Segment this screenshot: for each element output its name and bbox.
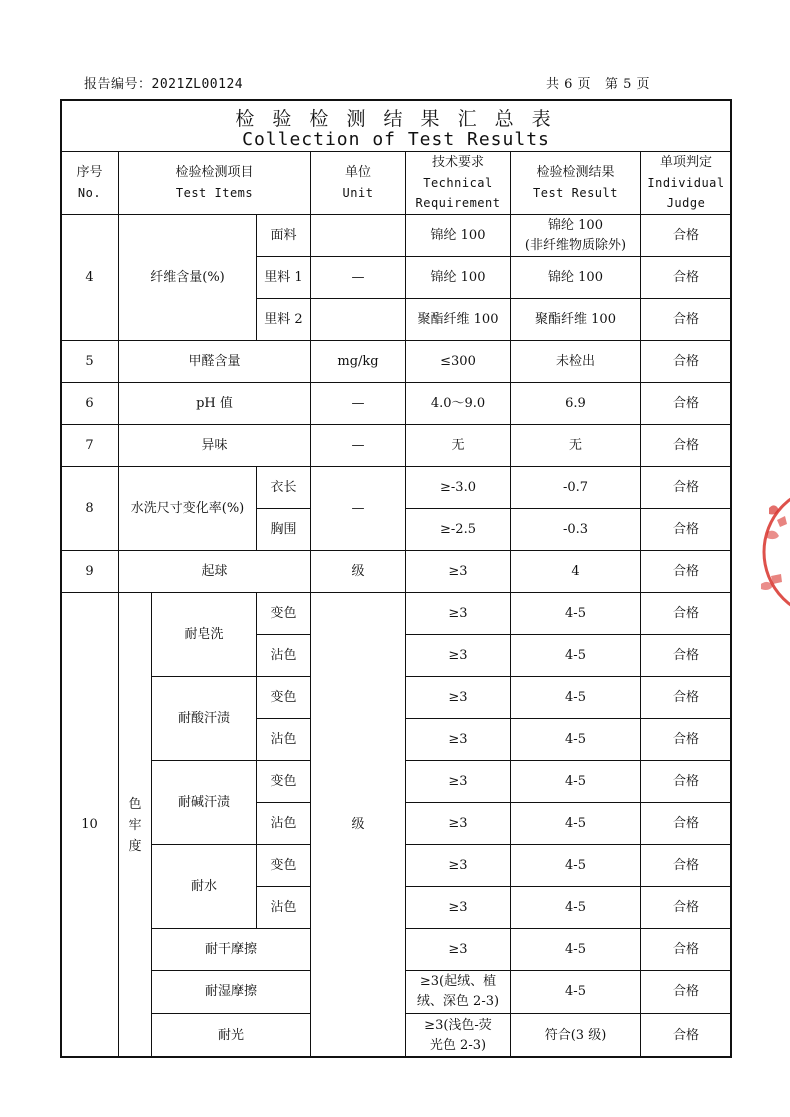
result: 4-5	[565, 941, 586, 957]
result: 4	[571, 563, 580, 579]
requirement: ≥-3.0	[440, 479, 476, 495]
sub-item: 沾色	[270, 731, 297, 747]
test-item: 耐湿摩擦	[204, 984, 257, 999]
test-item: 异味	[201, 437, 228, 453]
col-unit	[311, 152, 405, 214]
result: 未检出	[555, 353, 595, 369]
sub-item: 沾色	[270, 815, 297, 831]
requirement: 聚酯纤维 100	[417, 311, 499, 327]
sub-item: 变色	[270, 857, 297, 873]
result: 4-5	[565, 899, 586, 915]
requirement: ≥3(浅色-荧 光色 2-3)	[424, 1017, 492, 1053]
requirement: ≥3	[448, 941, 468, 957]
table-title-en: Collection of Test Results	[242, 129, 550, 150]
result: 4-5	[565, 815, 586, 831]
col-result	[511, 152, 640, 214]
unit: —	[351, 395, 365, 411]
row-number: 10	[81, 817, 98, 832]
result: 4-5	[565, 731, 586, 747]
judge: 合格	[672, 353, 699, 369]
result: 4-5	[565, 689, 586, 705]
result: 锦纶 100	[548, 269, 603, 285]
requirement: ≥3	[448, 773, 468, 789]
official-seal	[755, 480, 790, 630]
row-number: 6	[85, 395, 94, 411]
col-judge-en2: Judge	[666, 196, 706, 210]
judge: 合格	[672, 689, 699, 705]
total-pages: 共 6 页	[546, 77, 592, 92]
unit: —	[351, 500, 365, 516]
col-judge	[641, 152, 731, 214]
requirement: ≥3	[448, 815, 468, 831]
test-item: 耐碱汗渍	[177, 794, 230, 810]
table-title-cn: 检 验 检 测 结 果 汇 总 表	[235, 108, 557, 130]
requirement: ≥3	[448, 563, 468, 579]
sub-item: 变色	[270, 689, 297, 705]
seal-ring	[764, 486, 790, 618]
sub-item: 胸围	[270, 521, 297, 537]
judge: 合格	[672, 311, 699, 327]
test-item: 耐光	[217, 1027, 244, 1043]
judge: 合格	[672, 521, 699, 537]
requirement: 无	[451, 437, 465, 453]
colorfastness-group: 色 牢 度	[128, 796, 142, 854]
requirement: ≥3	[448, 689, 468, 705]
test-item: 耐酸汗渍	[177, 710, 230, 726]
requirement: 锦纶 100	[430, 227, 486, 243]
col-unit-en: Unit	[342, 186, 374, 200]
judge: 合格	[672, 269, 699, 285]
sub-item: 衣长	[270, 479, 297, 495]
page-indicator	[546, 73, 650, 92]
row-number: 7	[85, 437, 94, 453]
col-requirement-en2: Requirement	[415, 196, 501, 210]
judge: 合格	[672, 984, 699, 999]
sub-item: 沾色	[270, 647, 297, 663]
sub-item: 面料	[270, 227, 297, 243]
col-no-cn: 序号	[76, 165, 103, 180]
col-unit-cn: 单位	[344, 165, 371, 180]
requirement: ≥3(起绒、植 绒、深色 2-3)	[416, 974, 500, 1009]
unit: mg/kg	[337, 353, 379, 369]
row-number: 5	[85, 353, 94, 369]
seal-glyph	[771, 574, 782, 584]
current-page: 第 5 页	[604, 77, 650, 92]
row-number: 8	[85, 500, 94, 516]
col-requirement	[406, 152, 510, 214]
unit: 级	[351, 563, 365, 579]
requirement: ≥3	[448, 857, 468, 873]
requirement: ≥3	[448, 899, 468, 915]
col-no	[61, 152, 118, 214]
col-items-cn: 检验检测项目	[175, 165, 254, 180]
result: 4-5	[565, 857, 586, 873]
row-number: 4	[85, 269, 94, 285]
judge: 合格	[672, 773, 699, 789]
requirement: ≥3	[448, 647, 468, 663]
result: 4-5	[565, 605, 586, 621]
test-item: 耐水	[190, 878, 217, 894]
result: 符合(3 级)	[544, 1027, 607, 1043]
col-result-en: Test Result	[533, 186, 618, 200]
sub-item: 变色	[270, 773, 297, 789]
col-items-en: Test Items	[175, 186, 254, 200]
requirement: ≥3	[448, 731, 468, 747]
test-item: 耐干摩擦	[204, 941, 257, 957]
judge: 合格	[672, 605, 699, 621]
seal-glyph	[777, 516, 787, 527]
sub-item: 沾色	[270, 899, 297, 915]
result: 6.9	[565, 395, 586, 411]
test-item: 耐皂洗	[184, 626, 224, 642]
result: 锦纶 100 (非纤维物质除外)	[524, 217, 627, 253]
result: 无	[568, 437, 582, 453]
report-number	[84, 73, 243, 92]
requirement: 锦纶 100	[430, 269, 486, 285]
seal-glyph	[767, 531, 779, 539]
judge: 合格	[672, 227, 699, 243]
col-requirement-en1: Technical	[423, 176, 493, 190]
result: 4-5	[565, 647, 586, 663]
judge: 合格	[672, 815, 699, 831]
judge: 合格	[672, 395, 699, 411]
unit: —	[351, 437, 365, 453]
requirement: 4.0～9.0	[430, 395, 486, 411]
judge: 合格	[672, 941, 699, 957]
judge: 合格	[672, 437, 699, 453]
row-number: 9	[85, 563, 94, 579]
col-result-cn: 检验检测结果	[536, 165, 615, 180]
judge: 合格	[672, 731, 699, 747]
judge: 合格	[672, 563, 699, 579]
result: 4-5	[565, 984, 586, 999]
col-requirement-cn: 技术要求	[431, 155, 484, 170]
requirement: ≥3	[448, 605, 468, 621]
judge: 合格	[672, 1027, 699, 1043]
judge: 合格	[672, 857, 699, 873]
report-number-value: 2021ZL00124	[151, 77, 244, 92]
unit: 级	[351, 817, 365, 832]
col-no-en: No.	[77, 186, 102, 200]
unit: —	[351, 269, 365, 285]
col-judge-en1: Individual	[647, 176, 725, 190]
requirement: ≤300	[440, 353, 476, 369]
test-item: pH 值	[196, 395, 233, 411]
col-judge-cn: 单项判定	[659, 155, 712, 170]
judge: 合格	[672, 479, 699, 495]
test-item: 甲醛含量	[188, 353, 241, 369]
test-item: 纤维含量(%)	[150, 269, 225, 285]
judge: 合格	[672, 647, 699, 663]
judge: 合格	[672, 899, 699, 915]
test-item: 水洗尺寸变化率(%)	[130, 500, 245, 516]
sub-item: 变色	[270, 605, 297, 621]
result: 4-5	[565, 773, 586, 789]
sub-item: 里料 1	[264, 269, 303, 285]
sub-item: 里料 2	[264, 311, 303, 327]
result: 聚酯纤维 100	[535, 311, 616, 327]
result: -0.7	[562, 479, 589, 495]
col-items	[119, 152, 310, 214]
test-item: 起球	[201, 563, 228, 579]
result: -0.3	[562, 521, 589, 537]
requirement: ≥-2.5	[440, 521, 476, 537]
report-number-label: 报告编号：	[84, 77, 152, 92]
